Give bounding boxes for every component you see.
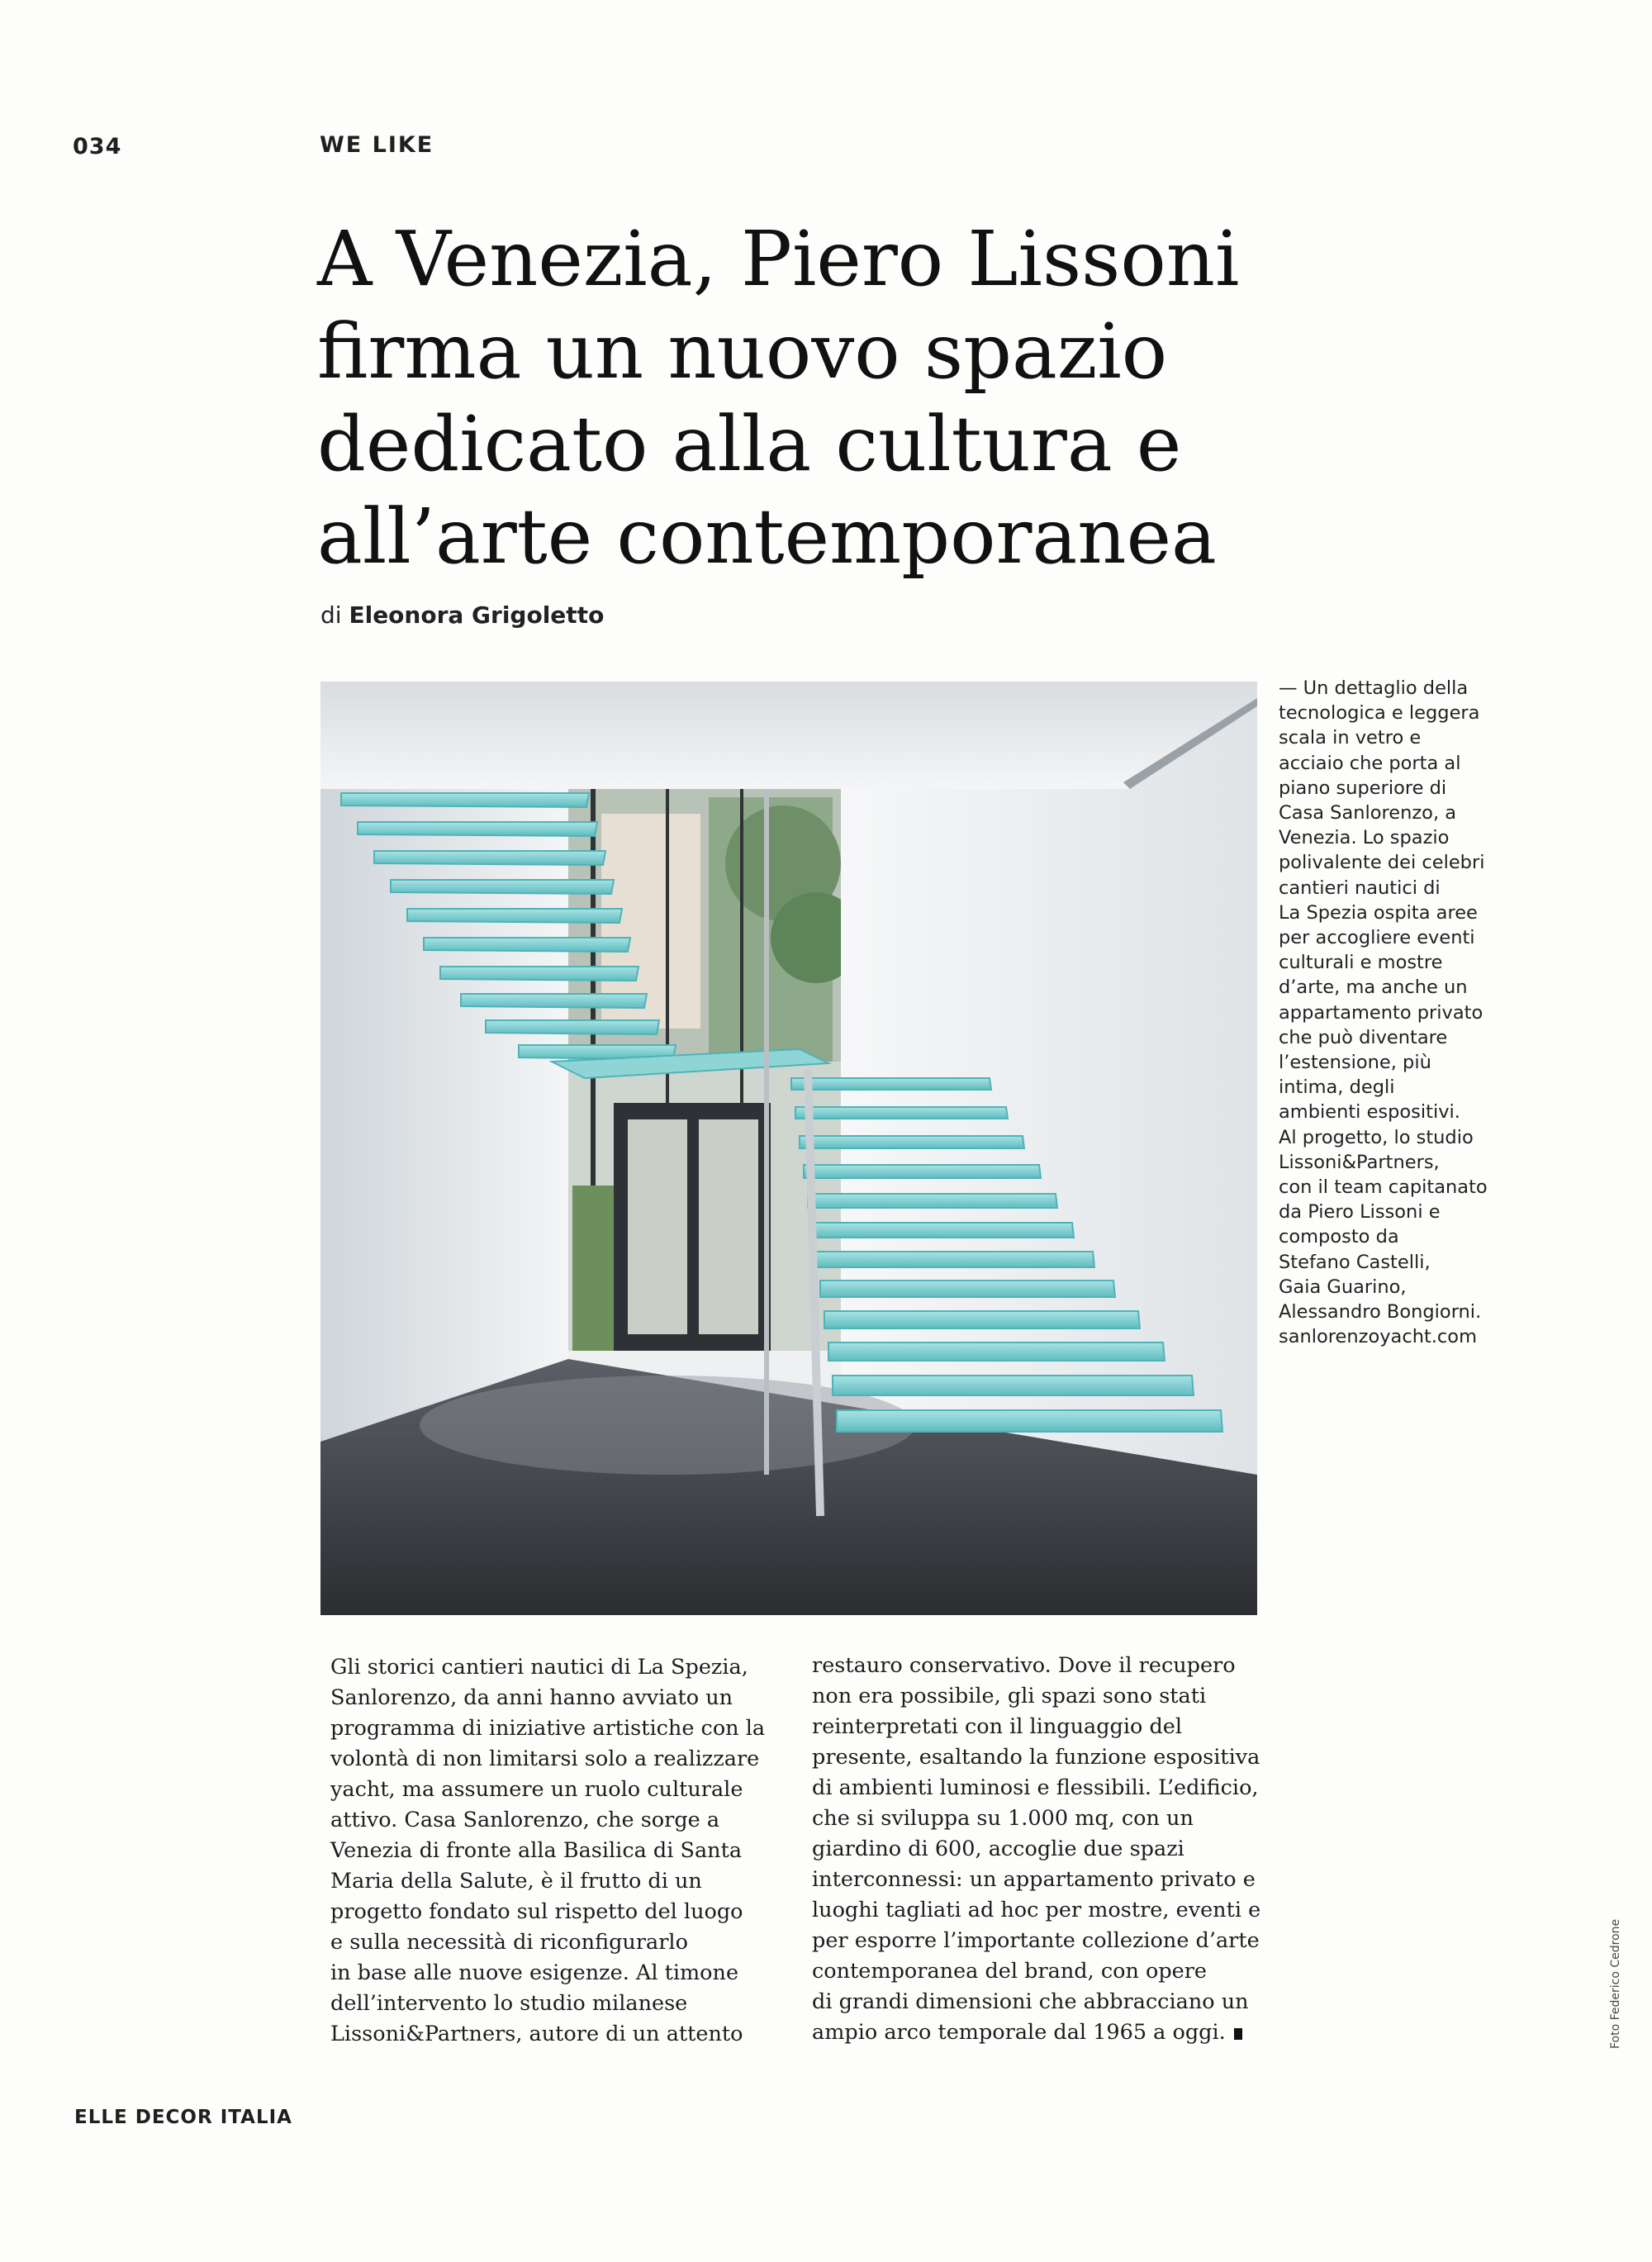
text-line: e sulla necessità di riconfigurarlo bbox=[330, 1930, 688, 1955]
text-line: contemporanea del brand, con opere bbox=[812, 1959, 1208, 1984]
text-line: culturali e mostre bbox=[1279, 952, 1443, 974]
end-of-article-mark bbox=[1234, 2028, 1242, 2040]
page-number: 034 bbox=[73, 134, 122, 159]
footer-magazine-name: ELLE DECOR ITALIA bbox=[74, 2107, 292, 2128]
text-line: Lissoni&Partners, autore di un attento bbox=[330, 2022, 743, 2046]
text-line: Venezia. Lo spazio bbox=[1279, 827, 1450, 849]
headline-line: all’arte contemporanea bbox=[317, 492, 1217, 581]
photo-caption bbox=[1279, 676, 1551, 1349]
text-line: l’estensione, più bbox=[1279, 1052, 1431, 1074]
text-line: Alessandro Bongiorni. bbox=[1279, 1301, 1482, 1323]
text-line: interconnessi: un appartamento privato e bbox=[812, 1867, 1256, 1892]
body-column-1 bbox=[330, 1652, 776, 2050]
text-line: Casa Sanlorenzo, a bbox=[1279, 802, 1457, 824]
text-line: volontà di non limitarsi solo a realizzare bbox=[330, 1746, 760, 1771]
text-line: presente, esaltando la funzione espositiva bbox=[812, 1745, 1260, 1770]
text-line: che si sviluppa su 1.000 mq, con un bbox=[812, 1806, 1194, 1831]
text-line: reinterpretati con il linguaggio del bbox=[812, 1714, 1183, 1739]
photo-credit: Foto Federico Cedrone bbox=[1609, 1918, 1622, 2049]
headline bbox=[317, 213, 1308, 583]
text-line: per esporre l’importante collezione d’arte bbox=[812, 1928, 1260, 1953]
text-line: composto da bbox=[1279, 1226, 1399, 1248]
text-line: Maria della Salute, è il frutto di un bbox=[330, 1869, 702, 1894]
text-line: giardino di 600, accoglie due spazi bbox=[812, 1837, 1184, 1861]
text-line: luoghi tagliati ad hoc per mostre, eventi e bbox=[812, 1898, 1261, 1922]
text-line: Gaia Guarino, bbox=[1279, 1276, 1407, 1298]
text-line: di grandi dimensioni che abbracciano un bbox=[812, 1989, 1249, 2014]
staircase-photo bbox=[320, 682, 1257, 1615]
text-line: acciaio che porta al bbox=[1279, 752, 1461, 774]
text-line: tecnologica e leggera bbox=[1279, 702, 1480, 725]
section-label: WE LIKE bbox=[320, 132, 434, 158]
text-line: d’arte, ma anche un bbox=[1279, 977, 1468, 999]
text-line: con il team capitanato bbox=[1279, 1176, 1488, 1199]
text-line: dell’intervento lo studio milanese bbox=[330, 1991, 688, 2016]
text-line: piano superiore di bbox=[1279, 777, 1447, 799]
text-line: appartamento privato bbox=[1279, 1001, 1483, 1024]
text-line: polivalente dei celebri bbox=[1279, 852, 1485, 874]
body-column-2 bbox=[812, 1651, 1261, 2048]
text-line: Stefano Castelli, bbox=[1279, 1251, 1431, 1273]
text-line: scala in vetro e bbox=[1279, 727, 1422, 749]
headline-line: firma un nuovo spazio bbox=[317, 307, 1168, 396]
text-line: Lissoni&Partners, bbox=[1279, 1151, 1440, 1173]
text-line: di ambienti luminosi e flessibili. L’edificio, bbox=[812, 1775, 1259, 1800]
text-line: ambienti espositivi. bbox=[1279, 1101, 1460, 1124]
text-line: Gli storici cantieri nautici di La Spezia, bbox=[330, 1655, 748, 1680]
headline-line: A Venezia, Piero Lissoni bbox=[317, 215, 1240, 303]
byline-prefix: di bbox=[320, 601, 342, 629]
text-line: in base alle nuove esigenze. Al timone bbox=[330, 1960, 739, 1985]
text-line: intima, degli bbox=[1279, 1076, 1395, 1099]
text-line: Sanlorenzo, da anni hanno avviato un bbox=[330, 1685, 733, 1710]
text-line: Venezia di fronte alla Basilica di Santa bbox=[330, 1838, 743, 1863]
headline-line: dedicato alla cultura e bbox=[317, 400, 1182, 488]
text-line: sanlorenzoyacht.com bbox=[1279, 1326, 1477, 1348]
text-line: non era possibile, gli spazi sono stati bbox=[812, 1684, 1207, 1708]
text-line: programma di iniziative artistiche con la bbox=[330, 1716, 766, 1741]
author-name: Eleonora Grigoletto bbox=[349, 601, 605, 629]
text-line: da Piero Lissoni e bbox=[1279, 1201, 1441, 1224]
text-line: ampio arco temporale dal 1965 a oggi. bbox=[812, 2017, 1258, 2048]
text-line: restauro conservativo. Dove il recupero bbox=[812, 1653, 1236, 1678]
text-line: per accogliere eventi bbox=[1279, 927, 1475, 949]
text-line: La Spezia ospita aree bbox=[1279, 901, 1478, 924]
text-line: yacht, ma assumere un ruolo culturale bbox=[330, 1777, 743, 1802]
text-line: che può diventare bbox=[1279, 1026, 1448, 1048]
staircase-illustration bbox=[320, 682, 1257, 1615]
text-line: attivo. Casa Sanlorenzo, che sorge a bbox=[330, 1808, 720, 1832]
text-line: — Un dettaglio della bbox=[1279, 677, 1469, 699]
byline bbox=[320, 601, 604, 629]
text-line: progetto fondato sul rispetto del luogo bbox=[330, 1899, 743, 1924]
text-line: Al progetto, lo studio bbox=[1279, 1126, 1474, 1148]
text-line: cantieri nautici di bbox=[1279, 877, 1441, 899]
